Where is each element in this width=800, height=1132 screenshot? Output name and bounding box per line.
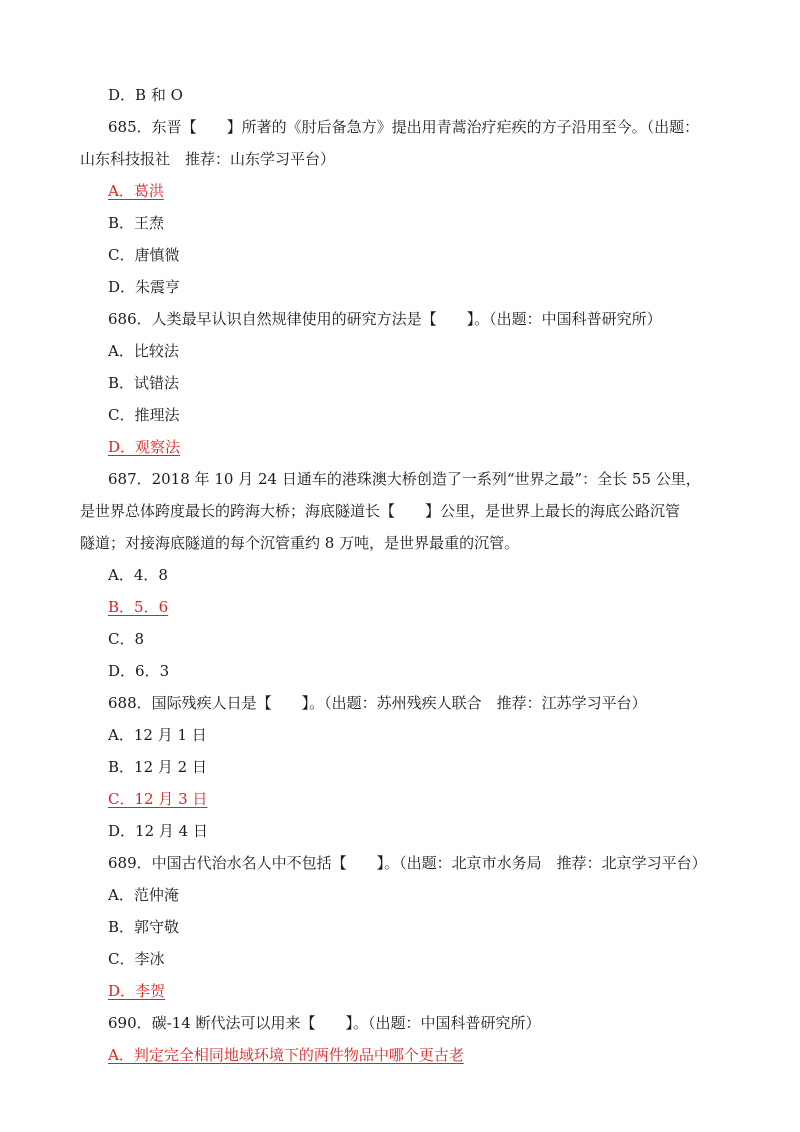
option-d-q684: D．B 和 O — [108, 86, 183, 104]
option-c-q687: C．8 — [108, 630, 145, 648]
answer-q686: D．观察法 — [108, 438, 181, 456]
option-c-q685: C．唐慎微 — [108, 246, 180, 264]
option-b-q689: B．郭守敬 — [108, 918, 180, 936]
option-d-q688: D．12 月 4 日 — [108, 822, 208, 840]
option-c-q686: C．推理法 — [108, 406, 180, 424]
question-689: 689．中国古代治水名人中不包括【 】。（出题：北京市水务局 推荐：北京学习平台） — [108, 854, 707, 872]
question-686: 686．人类最早认识自然规律使用的研究方法是【 】。（出题：中国科普研究所） — [108, 310, 662, 328]
answer-q690: A．判定完全相同地域环境下的两件物品中哪个更古老 — [108, 1046, 464, 1064]
option-b-q688: B．12 月 2 日 — [108, 758, 207, 776]
answer-q688: C．12 月 3 日 — [108, 790, 208, 808]
option-a-q686: A．比较法 — [108, 342, 179, 360]
option-b-q685: B．王焘 — [108, 214, 165, 232]
question-688: 688．国际残疾人日是【 】。（出题：苏州残疾人联合 推荐：江苏学习平台） — [108, 694, 647, 712]
option-b-q686: B．试错法 — [108, 374, 180, 392]
answer-q685: A．葛洪 — [108, 182, 164, 200]
question-687-cont-2: 隧道；对接海底隧道的每个沉管重约 8 万吨，是世界最重的沉管。 — [80, 534, 520, 552]
option-c-q689: C．李冰 — [108, 950, 165, 968]
option-d-q685: D．朱震亨 — [108, 278, 181, 296]
answer-q687: B．5．6 — [108, 598, 169, 616]
question-687-cont-1: 是世界总体跨度最长的跨海大桥；海底隧道长【 】公里，是世界上最长的海底公路沉管 — [80, 502, 681, 520]
option-a-q689: A．范仲淹 — [108, 886, 179, 904]
option-d-q687: D．6．3 — [108, 662, 170, 680]
option-a-q687: A．4．8 — [108, 566, 168, 584]
question-690: 690．碳-14 断代法可以用来【 】。（出题：中国科普研究所） — [108, 1014, 541, 1032]
question-685-cont: 山东科技报社 推荐：山东学习平台） — [80, 150, 336, 168]
question-685: 685．东晋【 】所著的《肘后备急方》提出用青蒿治疗疟疾的方子沿用至今。（出题： — [108, 118, 700, 136]
answer-q689: D．李贺 — [108, 982, 166, 1000]
option-a-q688: A．12 月 1 日 — [108, 726, 207, 744]
question-687: 687．2018 年 10 月 24 日通车的港珠澳大桥创造了一系列“世界之最”：全长 55 公里， — [108, 470, 701, 488]
